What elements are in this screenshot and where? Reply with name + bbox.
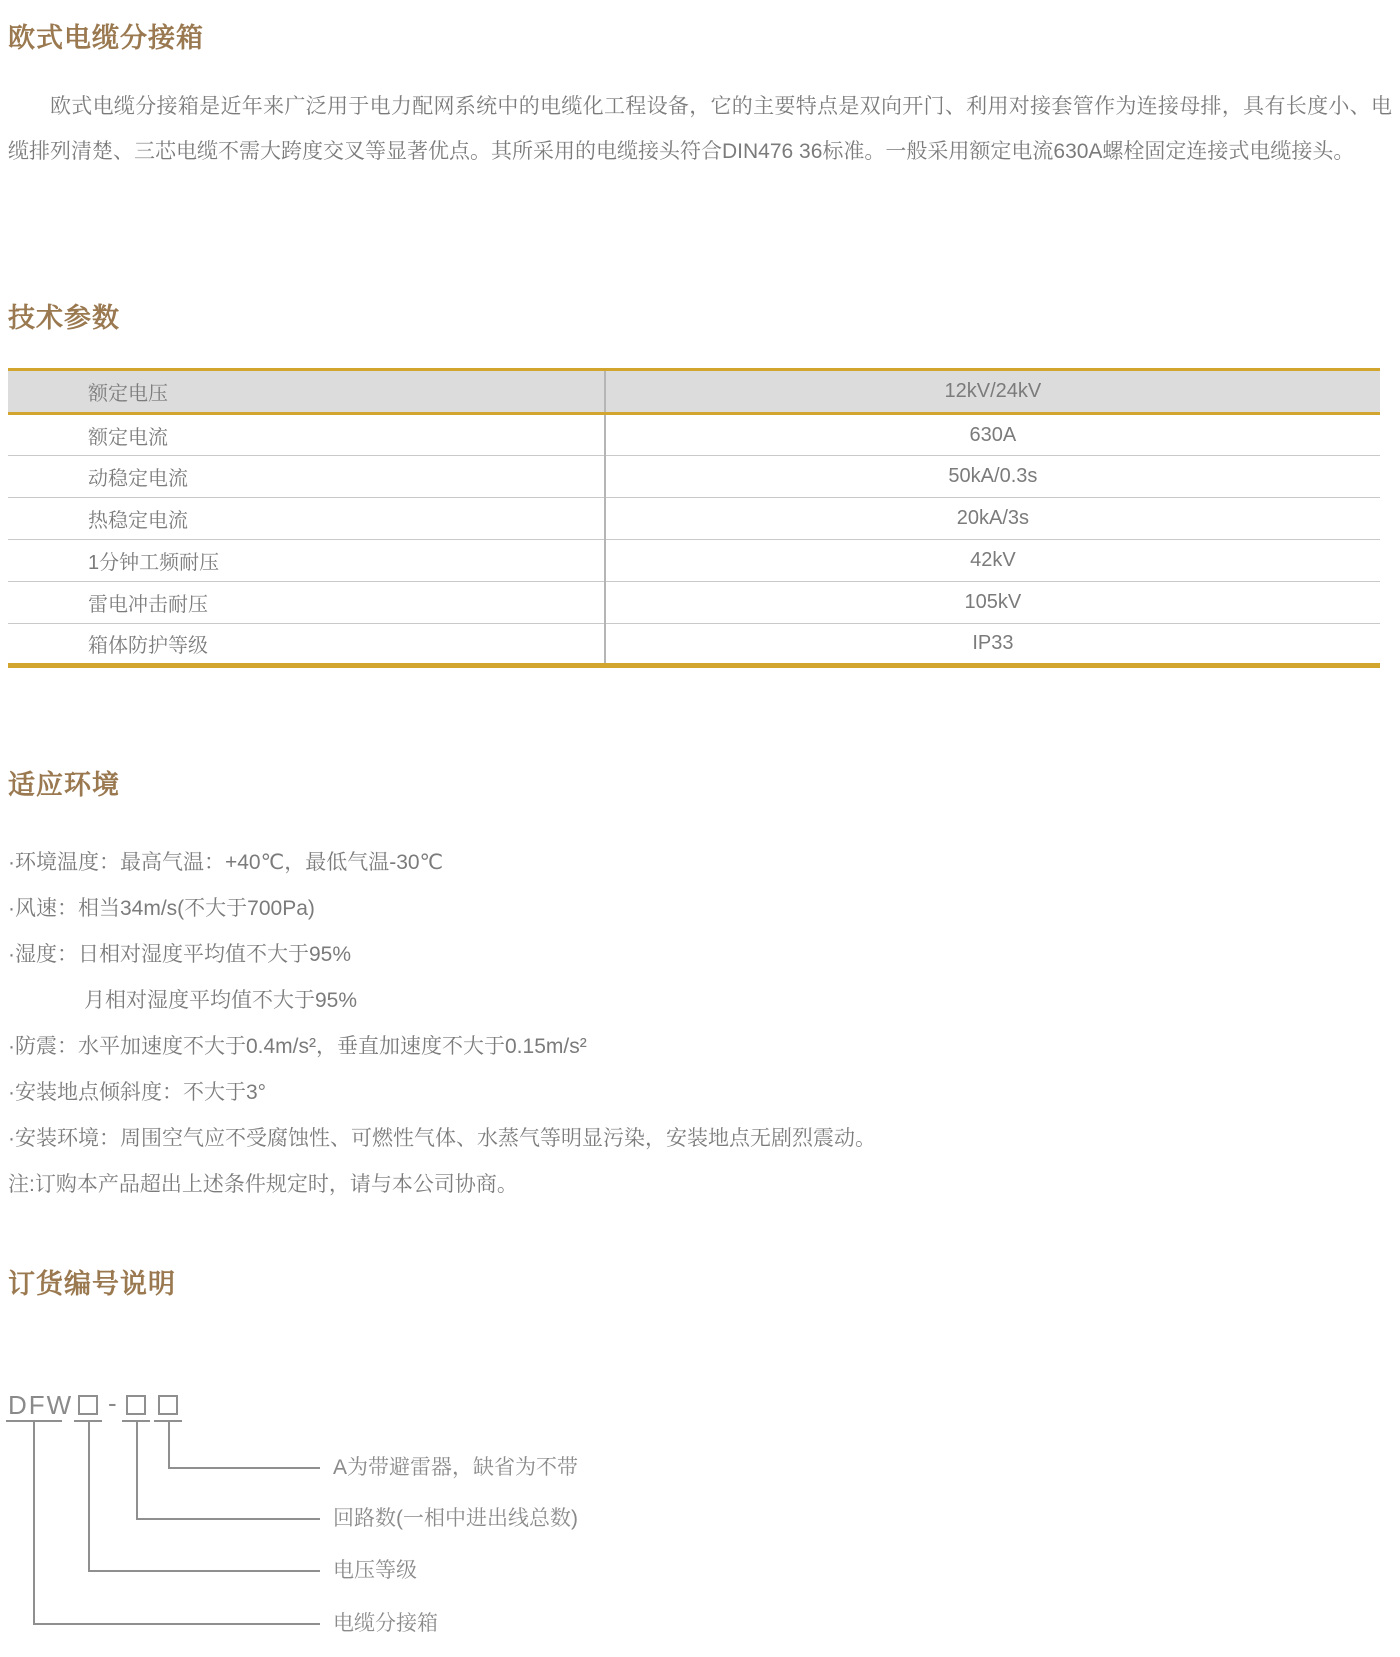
table-row-lightning-impulse-withstand — [8, 582, 1380, 624]
env-item-seismic: ·防震：水平加速度不大于0.4m/s²，垂直加速度不大于0.15m/s² — [8, 1035, 587, 1058]
environment-note: 注:订购本产品超出上述条件规定时，请与本公司协商。 — [8, 1173, 518, 1196]
connector-horizontal-arrester — [168, 1467, 320, 1469]
param-value: 12kV/24kV — [605, 370, 1380, 414]
page-title: 欧式电缆分接箱 — [8, 23, 204, 53]
order-code-separator: - — [108, 1388, 117, 1418]
env-item-humidity-monthly: 月相对湿度平均值不大于95% — [84, 989, 358, 1012]
section-title-tech-params: 技术参数 — [8, 303, 120, 333]
param-value: IP33 — [605, 624, 1380, 666]
table-row-power-frequency-withstand — [8, 540, 1380, 582]
order-code-diagram — [8, 1390, 768, 1645]
param-value: 42kV — [605, 540, 1380, 582]
env-item-humidity-daily: ·湿度：日相对湿度平均值不大于95% — [8, 943, 352, 966]
intro-paragraph: 欧式电缆分接箱是近年来广泛用于电力配网系统中的电缆化工程设备，它的主要特点是双向开门、利用对接套管作为连接母排，具有长度小、电缆排列清楚、三芯电缆不需大跨度交叉等显著优点。其所采用的电缆接头符合DIN476 36标准。一般采用额定电流630A螺栓固定连接式电缆接头。 — [8, 95, 1392, 163]
order-label-arrester: A为带避雷器，缺省为不带 — [333, 1456, 579, 1479]
connector-vertical-prefix — [33, 1420, 35, 1625]
table-row-rated-voltage — [8, 370, 1380, 414]
connector-vertical-circuits — [136, 1420, 138, 1520]
order-code-box-circuits — [126, 1395, 146, 1415]
param-label: 1分钟工频耐压 — [8, 540, 605, 582]
param-label: 热稳定电流 — [8, 498, 605, 540]
connector-horizontal-voltage — [88, 1570, 320, 1572]
param-value: 20kA/3s — [605, 498, 1380, 540]
order-code-prefix: DFW — [8, 1390, 74, 1420]
connector-horizontal-circuits — [136, 1518, 320, 1520]
param-label: 雷电冲击耐压 — [8, 582, 605, 624]
param-label: 额定电流 — [8, 414, 605, 456]
order-code-box-voltage — [78, 1395, 98, 1415]
param-label: 箱体防护等级 — [8, 624, 605, 666]
order-label-circuits: 回路数(一相中进出线总数) — [333, 1507, 578, 1530]
param-value: 630A — [605, 414, 1380, 456]
param-value: 50kA/0.3s — [605, 456, 1380, 498]
tech-params-table — [8, 368, 1380, 668]
table-row-dynamic-stability-current — [8, 456, 1380, 498]
env-item-wind-speed: ·风速：相当34m/s(不大于700Pa) — [8, 897, 315, 920]
param-label: 动稳定电流 — [8, 456, 605, 498]
environment-list — [8, 840, 1392, 1208]
order-label-box-type: 电缆分接箱 — [333, 1612, 438, 1635]
table-row-rated-current — [8, 414, 1380, 456]
connector-horizontal-prefix — [33, 1623, 320, 1625]
order-label-voltage: 电压等级 — [333, 1559, 417, 1582]
env-item-installation-environment: ·安装环境：周围空气应不受腐蚀性、可燃性气体、水蒸气等明显污染，安装地点无剧烈震动。 — [8, 1127, 876, 1150]
order-code-box-arrester — [158, 1395, 178, 1415]
connector-vertical-voltage — [88, 1420, 90, 1572]
env-item-temperature: ·环境温度：最高气温：+40℃，最低气温-30℃ — [8, 851, 444, 874]
connector-vertical-arrester — [168, 1420, 170, 1469]
section-title-environment: 适应环境 — [8, 770, 120, 800]
env-item-site-inclination: ·安装地点倾斜度：不大于3° — [8, 1081, 267, 1104]
param-label: 额定电压 — [8, 370, 605, 414]
param-value: 105kV — [605, 582, 1380, 624]
table-row-enclosure-protection — [8, 624, 1380, 666]
section-title-ordering: 订货编号说明 — [8, 1269, 176, 1299]
table-row-thermal-stability-current — [8, 498, 1380, 540]
